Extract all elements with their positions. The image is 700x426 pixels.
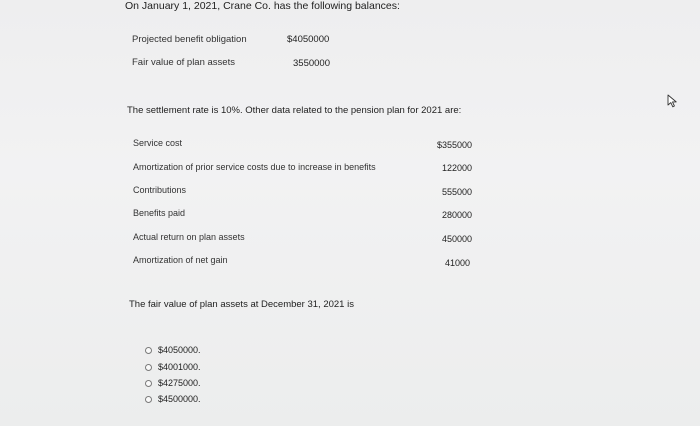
data-row-label: Actual return on plan assets <box>133 232 245 242</box>
balance-value-pbo: $4050000 <box>287 34 330 45</box>
data-row-label: Amortization of prior service costs due to increase in benefits <box>133 162 376 172</box>
answer-option-label: $4500000. <box>158 394 201 404</box>
answer-option-label: $4001000. <box>158 362 201 372</box>
pointer-cursor-icon <box>666 94 680 108</box>
data-row-value: 555000 <box>441 187 472 197</box>
settlement-rate-text: The settlement rate is 10%. Other data related to the pension plan for 2021 are: <box>127 105 462 116</box>
answer-option[interactable] <box>145 345 201 355</box>
balance-label-plan-assets: Fair value of plan assets <box>132 57 235 68</box>
radio-button-icon[interactable] <box>145 364 152 371</box>
data-row-label: Benefits paid <box>133 208 186 218</box>
balance-label-pbo: Projected benefit obligation <box>132 34 247 45</box>
data-row-label: Service cost <box>133 138 183 148</box>
data-row-value: 122000 <box>441 163 472 173</box>
answer-option[interactable] <box>145 394 201 404</box>
answer-option[interactable] <box>145 378 201 388</box>
intro-text: On January 1, 2021, Crane Co. has the following balances: <box>125 0 400 12</box>
radio-button-icon[interactable] <box>145 380 152 387</box>
data-row-value: 41000 <box>444 258 470 268</box>
data-row-label: Amortization of net gain <box>133 255 228 265</box>
data-row-label: Contributions <box>133 185 187 195</box>
data-row-value: $355000 <box>436 140 472 150</box>
data-row-value: 280000 <box>441 210 472 220</box>
answer-option-label: $4050000. <box>158 345 201 355</box>
question-text: The fair value of plan assets at December 31, 2021 is <box>129 299 354 310</box>
radio-button-icon[interactable] <box>145 347 152 354</box>
balance-value-plan-assets: 3550000 <box>293 58 330 69</box>
answer-option[interactable] <box>145 362 201 372</box>
radio-button-icon[interactable] <box>145 396 152 403</box>
data-row-value: 450000 <box>441 234 472 244</box>
answer-option-label: $4275000. <box>158 378 201 388</box>
